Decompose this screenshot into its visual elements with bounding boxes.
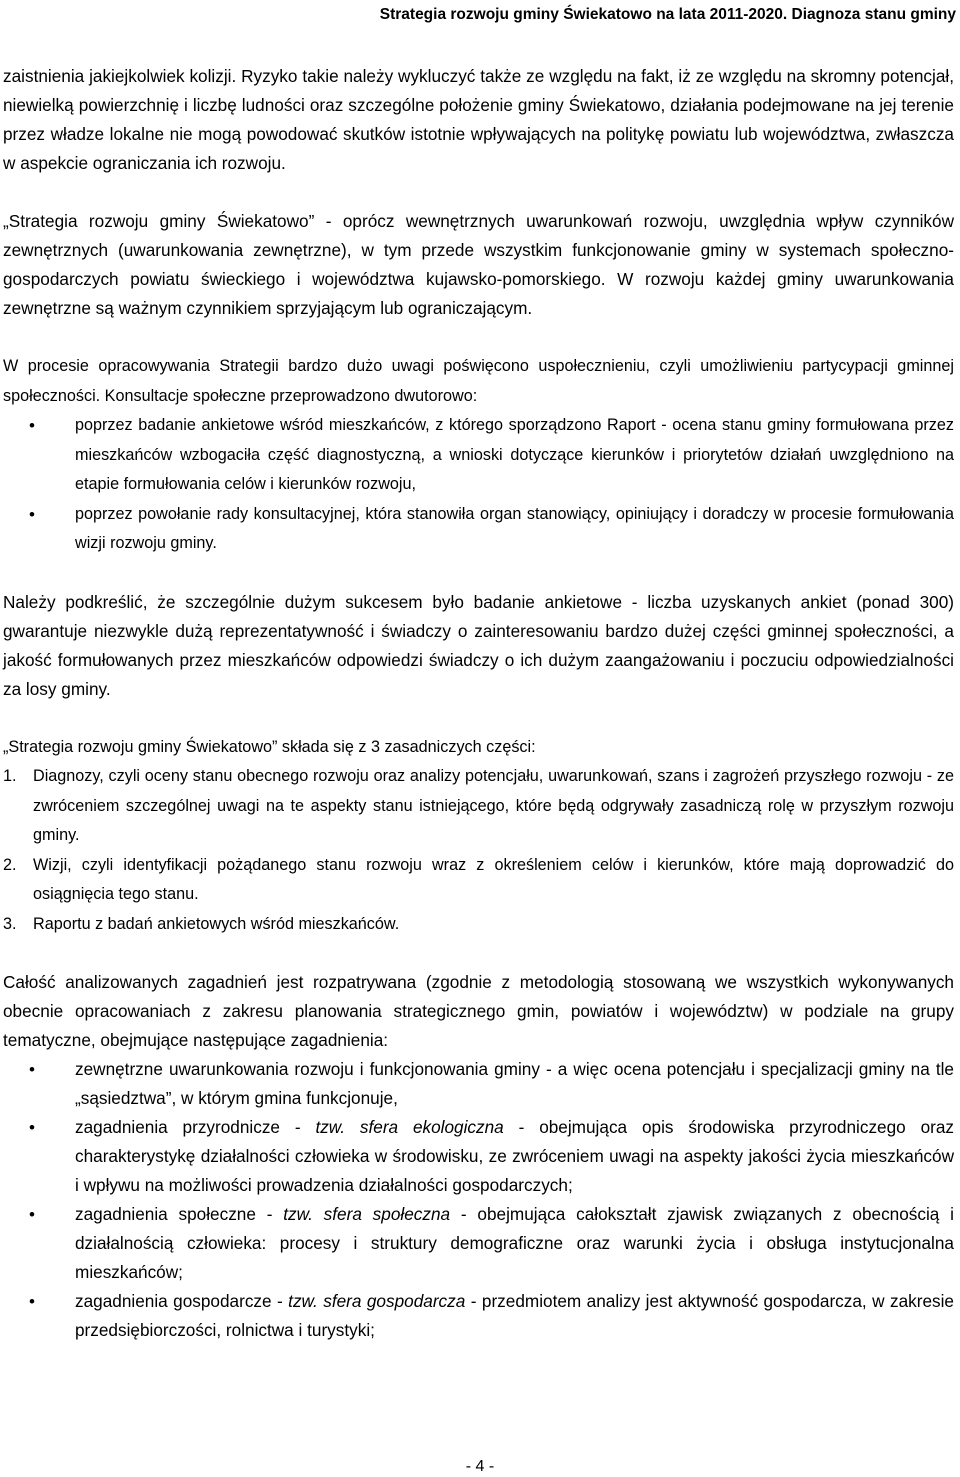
list-item-text-cont: - przedmiotem analizy jest aktywność gospodarcza, w zakresie przedsiębiorczości, rolnictwa i turystyki; xyxy=(75,1291,954,1340)
page-number: - 4 - xyxy=(465,1458,495,1475)
document-body xyxy=(3,62,954,1345)
bullet-icon: • xyxy=(29,1118,35,1137)
list-item-text: zagadnienia gospodarcze - xyxy=(75,1291,289,1311)
strategy-parts-section xyxy=(3,733,954,940)
running-header: Strategia rozwoju gminy Świekatowo na lata 2011-2020. Diagnoza stanu gminy xyxy=(379,6,956,23)
bullet-icon: • xyxy=(29,1205,35,1224)
paragraph-collision-risk: zaistnienia jakiejkolwiek kolizji. Ryzyko takie należy wykluczyć także ze względu na fakt, iż ze względu na skromny potencjał, niewielką powierzchnię i liczbę ludności oraz szczególne położenie gminy Świekatowo, działania podejmowane na jej terenie przez władze lokalne nie mogą powodować skutków istotnie wpływających na politykę powiatu lub województwa, zwłaszcza w aspekcie ograniczania ich rozwoju. xyxy=(3,66,954,173)
bullet-icon: • xyxy=(29,504,35,524)
list-item-text: Raportu z badań ankietowych wśród mieszkańców. xyxy=(33,914,400,933)
list-item-text: poprzez badanie ankietowe wśród mieszkańców, z którego sporządzono Raport - ocena stanu gminy formułowana przez mieszkańców wzbogaciła część diagnostyczną, a wnioski dotyczące kierunków i priorytetów działań uwzględniono na etapie formułowania celów i kierunków rozwoju, xyxy=(75,416,954,493)
consultation-list xyxy=(3,411,954,559)
consultation-section xyxy=(3,352,954,559)
list-item-text: Wizji, czyli identyfikacji pożądanego stanu rozwoju wraz z określeniem celów i kierunków, które mają doprowadzić do osiągnięcia tego stanu. xyxy=(33,855,954,903)
thematic-groups-list xyxy=(3,1055,954,1345)
bullet-icon: • xyxy=(29,416,35,435)
paragraph-thematic-groups: Całość analizowanych zagadnień jest rozpatrywana (zgodnie z metodologią stosowaną we wszystkich wykonywanych obecnie opracowaniach z zakresu planowania strategicznego gmin, powiatów i województw) w podziale na grupy tematyczne, obejmujące następujące zagadnienia: xyxy=(3,972,954,1050)
paragraph-strategy-parts: „Strategia rozwoju gminy Świekatowo” składa się z 3 zasadniczych części: xyxy=(3,737,536,756)
list-item-text: poprzez powołanie rady konsultacyjnej, która stanowiła organ stanowiący, opiniujący i doradczy w procesie formułowania wizji rozwoju gminy. xyxy=(75,504,954,552)
list-item xyxy=(3,1055,954,1113)
list-item-text: Diagnozy, czyli oceny stanu obecnego rozwoju oraz analizy potencjału, uwarunkowań, szans i zagrożeń przyszłego rozwoju - ze zwróceniem szczególnej uwagi na te aspekty stanu istniejącego, które będą odgrywały zasadniczą rolę w przyszłym rozwoju gminy. xyxy=(33,767,954,844)
list-item-emphasis: tzw. sfera gospodarcza xyxy=(288,1291,466,1311)
list-item-text: zagadnienia społeczne - xyxy=(75,1204,284,1224)
list-item xyxy=(3,762,954,851)
list-item xyxy=(3,851,954,910)
bullet-icon: • xyxy=(29,1060,35,1079)
list-item xyxy=(3,1113,954,1200)
strategy-parts-list xyxy=(3,762,954,939)
list-item xyxy=(3,1287,954,1345)
paragraph-consultation: W procesie opracowywania Strategii bardzo dużo uwagi poświęcono uspołecznieniu, czyli umożliwieniu partycypacji gminnej społeczności. Konsultacje społeczne przeprowadzono dwutorowo: xyxy=(3,357,954,405)
paragraph-survey-success: Należy podkreślić, że szczególnie dużym sukcesem było badanie ankietowe - liczba uzyskanych ankiet (ponad 300) gwarantuje niezwykle dużą reprezentatywność i świadczy o zainteresowaniu bardzo dużej części gminnej społeczności, a jakość formułowanych przez mieszkańców odpowiedzi świadczy o ich dużym zaangażowaniu i poczuciu odpowiedzialności za losy gminy. xyxy=(3,591,954,699)
list-number: 1. xyxy=(3,767,17,785)
list-item xyxy=(3,1200,954,1287)
paragraph-external-factors: „Strategia rozwoju gminy Świekatowo” - oprócz wewnętrznych uwarunkowań rozwoju, uwzględnia wpływ czynników zewnętrznych (uwarunkowania zewnętrzne), w tym przede wszystkim funkcjonowanie gminy w systemach społeczno-gospodarczych powiatu świeckiego i województwa kujawsko-pomorskiego. W rozwoju każdej gminy uwarunkowania zewnętrzne są ważnym czynnikiem sprzyjającym lub ograniczającym. xyxy=(3,211,954,318)
list-number: 3. xyxy=(3,914,17,933)
list-item-text: zewnętrzne uwarunkowania rozwoju i funkcjonowania gminy - a więc ocena potencjału i specjalizacji gminy na tle „sąsiedztwa”, w którym gmina funkcjonuje, xyxy=(75,1059,954,1108)
bullet-icon: • xyxy=(29,1292,35,1311)
list-item-text-cont: - obejmująca opis środowiska przyrodniczego oraz charakterystykę działalności człowieka w środowisku, ze zwróceniem uwagi na aspekty jakości życia mieszkańców i wpływu na możliwości prowadzenia działalności gospodarczych; xyxy=(75,1117,955,1195)
list-item-emphasis: tzw. sfera ekologiczna xyxy=(315,1117,504,1137)
list-item-text-cont: - obejmująca całokształt zjawisk związanych z obecnością i działalnością człowieka: procesy i struktury demograficzne oraz warunki życia i obsługa instytucjonalna mieszkańców; xyxy=(75,1204,954,1282)
list-number: 2. xyxy=(3,855,17,874)
list-item xyxy=(3,411,954,500)
list-item xyxy=(3,910,954,940)
list-item xyxy=(3,500,954,559)
list-item-emphasis: tzw. sfera społeczna xyxy=(283,1204,451,1224)
list-item-text: zagadnienia przyrodnicze - xyxy=(75,1117,316,1137)
